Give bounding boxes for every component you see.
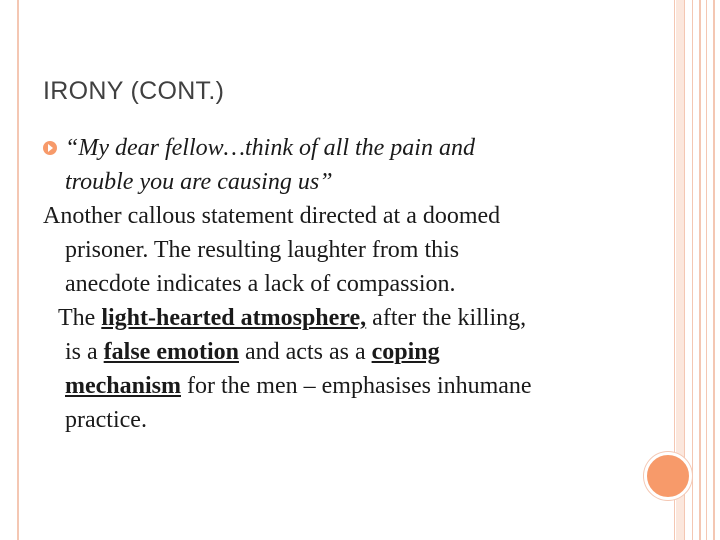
text-run: and acts as a xyxy=(238,339,372,365)
decorative-circle xyxy=(644,452,692,500)
emphasis-mechanism: mechanism xyxy=(65,373,181,399)
right-border-line xyxy=(706,0,707,540)
slide-title: IRONY (CONT.) xyxy=(43,77,225,105)
paragraph-1-line-1: Another callous statement directed at a doomed xyxy=(43,203,501,229)
text-run: is a xyxy=(65,339,104,365)
paragraph-2-line-2 xyxy=(43,335,643,369)
paragraph-2-line-3 xyxy=(43,369,643,403)
paragraph-2-line-4: practice. xyxy=(65,407,147,433)
slide-body xyxy=(43,131,643,437)
right-border-line xyxy=(713,0,715,540)
text-run: after the killing, xyxy=(366,305,527,331)
left-border-line xyxy=(17,0,19,540)
paragraph-2-line-1 xyxy=(43,301,643,335)
paragraph-1-line-2: prisoner. The resulting laughter from this xyxy=(65,237,460,263)
quote-line-2: trouble you are causing us” xyxy=(65,169,333,195)
emphasis-false-emotion: false emotion xyxy=(103,339,239,365)
quote-bullet xyxy=(43,131,643,165)
quote-line-1: “My dear fellow…think of all the pain and xyxy=(65,135,475,161)
circle-play-bullet-icon xyxy=(43,141,57,155)
text-run: for the men – emphasises inhumane xyxy=(181,373,532,399)
emphasis-coping: coping xyxy=(371,339,440,365)
emphasis-light-hearted-atmosphere: light-hearted atmosphere, xyxy=(101,305,367,331)
text-run: The xyxy=(58,305,102,331)
right-border-line xyxy=(699,0,701,540)
right-border-line xyxy=(692,0,693,540)
paragraph-1-line-3: anecdote indicates a lack of compassion. xyxy=(65,271,456,297)
